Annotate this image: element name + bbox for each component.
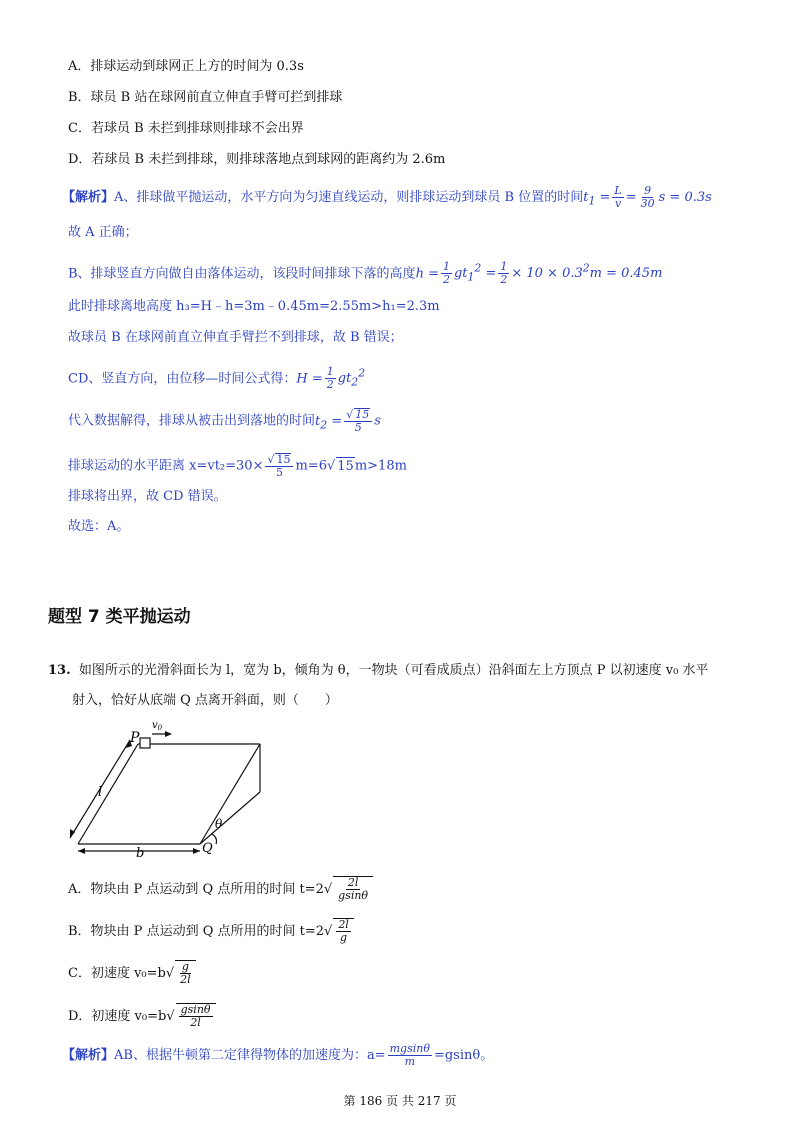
math-t: t [583, 190, 589, 205]
page-footer: 第 186 页 共 217 页 [343, 1094, 457, 1108]
analysis-line-10: 故选：A。 [68, 519, 130, 534]
analysis-line-5: 故球员 B 在球网前直立伸直手臂拦不到排球，故 B 错误； [68, 330, 403, 345]
analysis-line-8: 排球运动的水平距离 x=vt₂=30× $\frac{√ 15}{5}$ m=6√ 15m>18m [68, 453, 407, 479]
q13-option-d: D．初速度 v₀=b√ $\frac{gsin\theta}{2l}$ [68, 1003, 216, 1029]
math-h: h = [415, 266, 439, 282]
label-theta: θ [215, 817, 223, 831]
question-text: 如图所示的光滑斜面长为 l，宽为 b，倾角为 θ，一物块（可看成质点）沿斜面左上方顶点 P 以初速度 v₀ 水平 [78, 663, 709, 678]
analysis-line-6: CD、竖直方向，由位移—时间公式得：H = $\frac{1}{2}$ $gt_2^2$ [68, 365, 366, 392]
fraction-mgsin-m: $\frac{mgsin\theta}{m}$ [389, 1042, 430, 1068]
analysis-line-4: 此时排球离地高度 h₃=H﹣h=3m﹣0.45m=2.55m>h₁=2.3m [68, 299, 440, 314]
fraction-2l-g: $\frac{2l}{g}$ [338, 918, 349, 944]
q13-analysis: 【解析】AB、根据牛顿第二定律得物体的加速度为：a= $\frac{mgsin\theta}{m}$ =gsinθ。 [62, 1042, 494, 1068]
theta-arc [212, 834, 217, 844]
label-p: P [130, 730, 140, 746]
question-13-line-2: 射入，恰好从底端 Q 点离开斜面，则（ ） [72, 693, 338, 708]
analysis-tag: 【解析】 [62, 190, 115, 205]
b-arrow-left [78, 848, 85, 854]
q13-option-a: A．物块由 P 点运动到 Q 点所用的时间 t=2√ $\frac{2l}{gsin\theta}$ [68, 876, 373, 902]
fraction-half-3: $\frac{1}{2}$ [326, 365, 334, 392]
left-edge [78, 744, 138, 844]
b-arrow-right [193, 848, 200, 854]
fraction-g-2l: $\frac{g}{2l}$ [180, 960, 191, 986]
fraction-l-v: $\frac{L}{v}$ [614, 184, 622, 210]
analysis-text: A、排球做平抛运动，水平方向为匀速直线运动，则排球运动到球员 B 位置的时间 [114, 190, 584, 205]
option-a-prev: A．排球运动到球网正上方的时间为 0.3s [68, 59, 304, 74]
q13-option-c: C．初速度 v₀=b√ $\frac{g}{2l}$ [68, 960, 196, 986]
label-b: b [136, 846, 145, 861]
v0-arrowhead [165, 731, 172, 737]
fraction-sqrt15-5-b: $\frac{√ 15}{5}$ [265, 453, 293, 479]
fraction-half: $\frac{1}{2}$ [442, 260, 450, 287]
fraction-sqrt15-5: $\frac{√ 15}{5}$ [344, 408, 372, 434]
analysis-line-9: 排球将出界，故 CD 错误。 [68, 489, 227, 504]
fraction-half-2: $\frac{1}{2}$ [500, 260, 508, 287]
math-sub: 1 [588, 194, 596, 208]
analysis-text-b: B、排球竖直方向做自由落体运动，该段时间排球下落的高度 [68, 266, 416, 282]
analysis-line-3: B、排球竖直方向做自由落体运动，该段时间排球下落的高度h = $\frac{1}{2}$ $gt_1^2$ = $\frac{1}{2}$ × $10 \times 0.3^2m = 0.45m$ [68, 260, 663, 287]
incline-figure [60, 716, 275, 861]
analysis-line-1: 【解析】A、排球做平抛运动，水平方向为匀速直线运动，则排球运动到球员 B 位置的时间$t_1$ = $\frac{L}{v}$ = $\frac{9}{30}$ s = 0.3s [62, 184, 712, 210]
analysis-line-2: 故 A 正确； [68, 225, 138, 240]
option-b-prev: B．球员 B 站在球网前直立伸直手臂可拦到排球 [68, 90, 343, 105]
fraction-gsin-2l: $\frac{gsin\theta}{2l}$ [180, 1003, 211, 1029]
section-heading: 题型 7 类平抛运动 [48, 607, 191, 627]
math-eq: = [599, 190, 611, 205]
label-q: Q [202, 841, 213, 856]
fraction-2l-gsin: $\frac{2l}{gsin\theta}$ [338, 876, 369, 902]
label-v0: $v_0$ [152, 720, 163, 732]
option-d-prev: D．若球员 B 未拦到排球，则排球落地点到球网的距离约为 2.6m [68, 152, 446, 167]
right-edge [200, 744, 260, 844]
analysis-line-7: 代入数据解得，排球从被击出到落地的时间$t_2$ = $\frac{√ 15}{5}$ s [68, 408, 381, 434]
block-p [140, 738, 150, 748]
option-c-prev: C．若球员 B 未拦到排球则排球不会出界 [68, 121, 304, 136]
q13-option-b: B．物块由 P 点运动到 Q 点所用的时间 t=2√ $\frac{2l}{g}$ [68, 918, 354, 944]
fraction-9-30: $\frac{9}{30}$ [640, 184, 655, 210]
question-number: 13. [48, 663, 71, 678]
base-diagonal [200, 792, 260, 844]
question-13-line-1 [48, 662, 708, 680]
math-tail: s = 0.3s [658, 190, 712, 205]
label-l: l [98, 785, 103, 800]
